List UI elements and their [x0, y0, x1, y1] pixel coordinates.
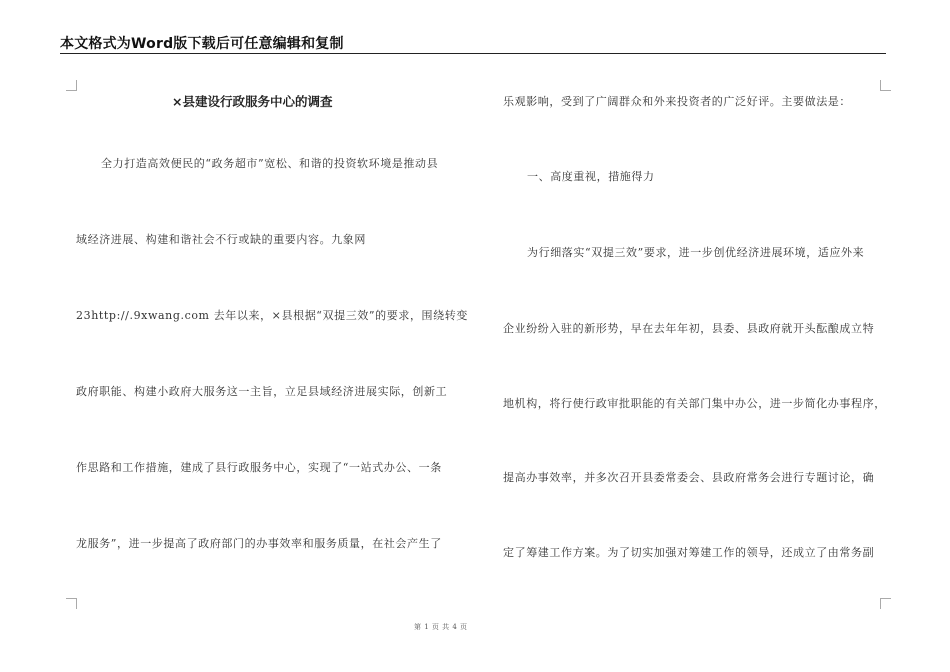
paragraph-line: 地机构，将行使行政审批职能的有关部门集中办公，进一步简化办事程序， [503, 397, 886, 410]
document-title: ×县建设行政服务中心的调查 [172, 94, 333, 109]
paragraph-line: 企业纷纷入驻的新形势，早在去年年初，县委、县政府就开头酝酿成立特 [503, 322, 875, 335]
crop-mark-top-left [66, 80, 77, 91]
paragraph-line: 全力打造高效便民的“政务超市”宽松、和谐的投资软环境是推动县 [101, 157, 439, 170]
crop-mark-top-right [880, 80, 891, 91]
paragraph-line: 政府职能、构建小政府大服务这一主旨，立足县域经济进展实际，创新工 [76, 385, 448, 398]
page-number: 第 1 页 共 4 页 [414, 623, 468, 631]
paragraph-line: 23http://.9xwang.com 去年以来，×县根据“双提三效”的要求，围绕转变 [76, 309, 468, 322]
crop-mark-bottom-left [66, 598, 77, 609]
paragraph-line: 龙服务”，进一步提高了政府部门的办事效率和服务质量，在社会产生了 [76, 537, 442, 550]
paragraph-line: 提高办事效率，并多次召开县委常委会、县政府常务会进行专题讨论，确 [503, 471, 875, 484]
paragraph-line: 为行细落实“双提三效”要求，进一步创优经济进展环境，适应外来 [527, 246, 865, 259]
section-heading: 一、高度重视，措施得力 [527, 170, 655, 183]
banner-divider [60, 53, 886, 54]
paragraph-line: 作思路和工作措施，建成了县行政服务中心，实现了“一站式办公、一条 [76, 461, 442, 474]
paragraph-line: 定了筹建工作方案。为了切实加强对筹建工作的领导，还成立了由常务副 [503, 546, 875, 559]
paragraph-line: 域经济进展、构建和谐社会不行或缺的重要内容。九象网 [76, 233, 366, 246]
download-banner: 本文格式为Word版下载后可任意编辑和复制 [60, 36, 344, 52]
crop-mark-bottom-right [880, 598, 891, 609]
paragraph-line: 乐观影响，受到了广阔群众和外来投资者的广泛好评。主要做法是： [503, 95, 851, 108]
